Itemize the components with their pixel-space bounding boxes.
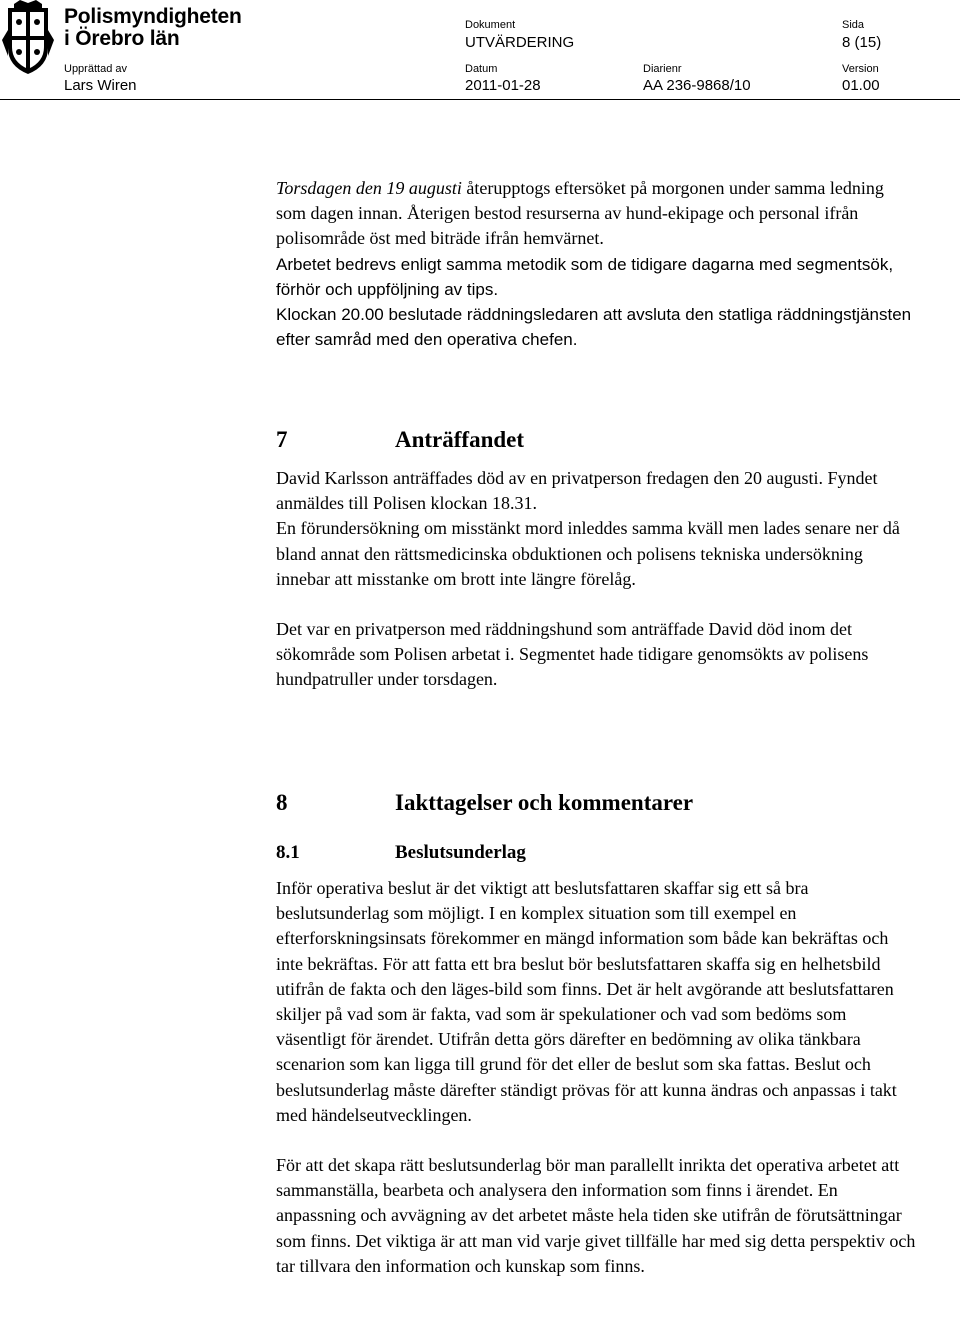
sida-value: 8 (15) [842,34,882,51]
org-name-line2: i Örebro län [64,27,180,50]
diarienr-label: Diarienr [643,63,682,75]
upprattad-label: Upprättad av [64,63,127,75]
intro-paragraph-3-start: Klockan 20. [276,305,365,325]
organization-name [64,6,242,50]
section-7-paragraph-3: Det var en privatperson med räddningshund som anträffade David död inom det sökområde som Polisen arbetat i. Segmentet hade tidigare genomsökts av polisens hundpatruller under torsdagen. [276,619,869,690]
section-7-number: 7 [276,427,288,452]
dokument-label: Dokument [465,19,516,31]
section-8-1-body [276,876,916,1279]
upprattad-value: Lars Wiren [64,77,137,94]
intro-paragraph-2: Arbetet bedrevs enligt samma metodik som de tidigare dagarna med segmentsök, förhör och uppföljning av tips. [276,254,894,299]
sida-label: Sida [842,19,865,31]
header-divider [0,99,960,100]
section-7-paragraph-1: David Karlsson anträffades död av en privatperson fredagen den 20 augusti. Fyndet anmäldes till Polisen klockan 18.31. [276,468,878,514]
section-7-paragraph-2: En förundersökning om misstänkt mord inleddes samma kväll men lades senare ner då bland annat den rättsmedicinska obduktionen och polisens tekniska undersökning innebar att misstanke om brott inte längre förelåg. [276,518,900,589]
section-8-1-title: Beslutsunderlag [395,842,526,863]
section-8-number: 8 [276,790,288,815]
section-7-body [276,466,916,693]
intro-paragraph-1 [276,176,916,252]
intro-paragraph-3-text: 00 beslutade räddningsledaren att avsluta den statliga räddningstjänsten efter samråd med den operativa chefen. [276,305,912,350]
datum-label: Datum [465,63,498,75]
intro-paragraph-1-text: återupptogs eftersöket på morgonen under samma ledning som dagen innan. Återigen bestod resurserna av hund-ekipage och personal ifrån polisområde öst med biträde ifrån hemvärnet. [276,178,884,249]
document-header [0,0,960,100]
version-label: Version [842,63,879,75]
diarienr-value: AA 236-9868/10 [643,77,751,94]
intro-date: Torsdagen den 19 augusti [276,178,462,198]
section-8-heading [276,789,693,817]
section-8-1-heading [276,841,526,865]
org-name-line1: Polismyndigheten [64,5,242,28]
section-7-heading [276,426,524,454]
section-8-1-number: 8.1 [276,842,300,863]
section-8-1-paragraph-1: Inför operativa beslut är det viktigt att beslutsfattaren skaffar sig ett så bra beslutsunderlag som möjligt. I en komplex situation som till exempel en efterforskningsinsats förekommer en mängd information som både kan bekräftas och inte bekräftas. För att fatta ett bra beslut bör beslutsfattaren skaffa sig en helhetsbild utifrån de fakta och den läges-bild som finns. Det är helt avgörande att beslutsfattaren skiljer på vad som är fakta, vad som är spekulationer och vad som bedöms som väsentligt för ärendet. Utifrån detta görs därefter en bedömning av olika tänkbara scenarion som kan ligga till grund för det eller de beslut som ska fattas. Beslut och beslutsunderlag måste därefter ständigt prövas för att kunna ändras och anpassas i takt med händelseutvecklingen. [276,878,897,1125]
datum-value: 2011-01-28 [465,77,541,94]
version-value: 01.00 [842,77,880,94]
coat-of-arms-icon [2,0,54,76]
section-8-1-paragraph-2: För att det skapa rätt beslutsunderlag bör man parallellt inrikta det operativa arbetet att sammanställa, bearbeta och analysera den information som finns i ärendet. En anpassning och avvägning av det arbetet måste hela tiden ske utifrån de förutsättningar som finns. Det viktiga är att man vid varje givet tillfälle har med sig detta perspektiv och tar tillvara den information och kunskap som finns. [276,1155,916,1276]
intro-paragraph-3 [276,302,916,352]
intro-block [276,176,916,352]
section-8-title: Iakttagelser och kommentarer [395,790,694,815]
section-7-title: Anträffandet [395,427,525,452]
dokument-value: UTVÄRDERING [465,34,575,51]
